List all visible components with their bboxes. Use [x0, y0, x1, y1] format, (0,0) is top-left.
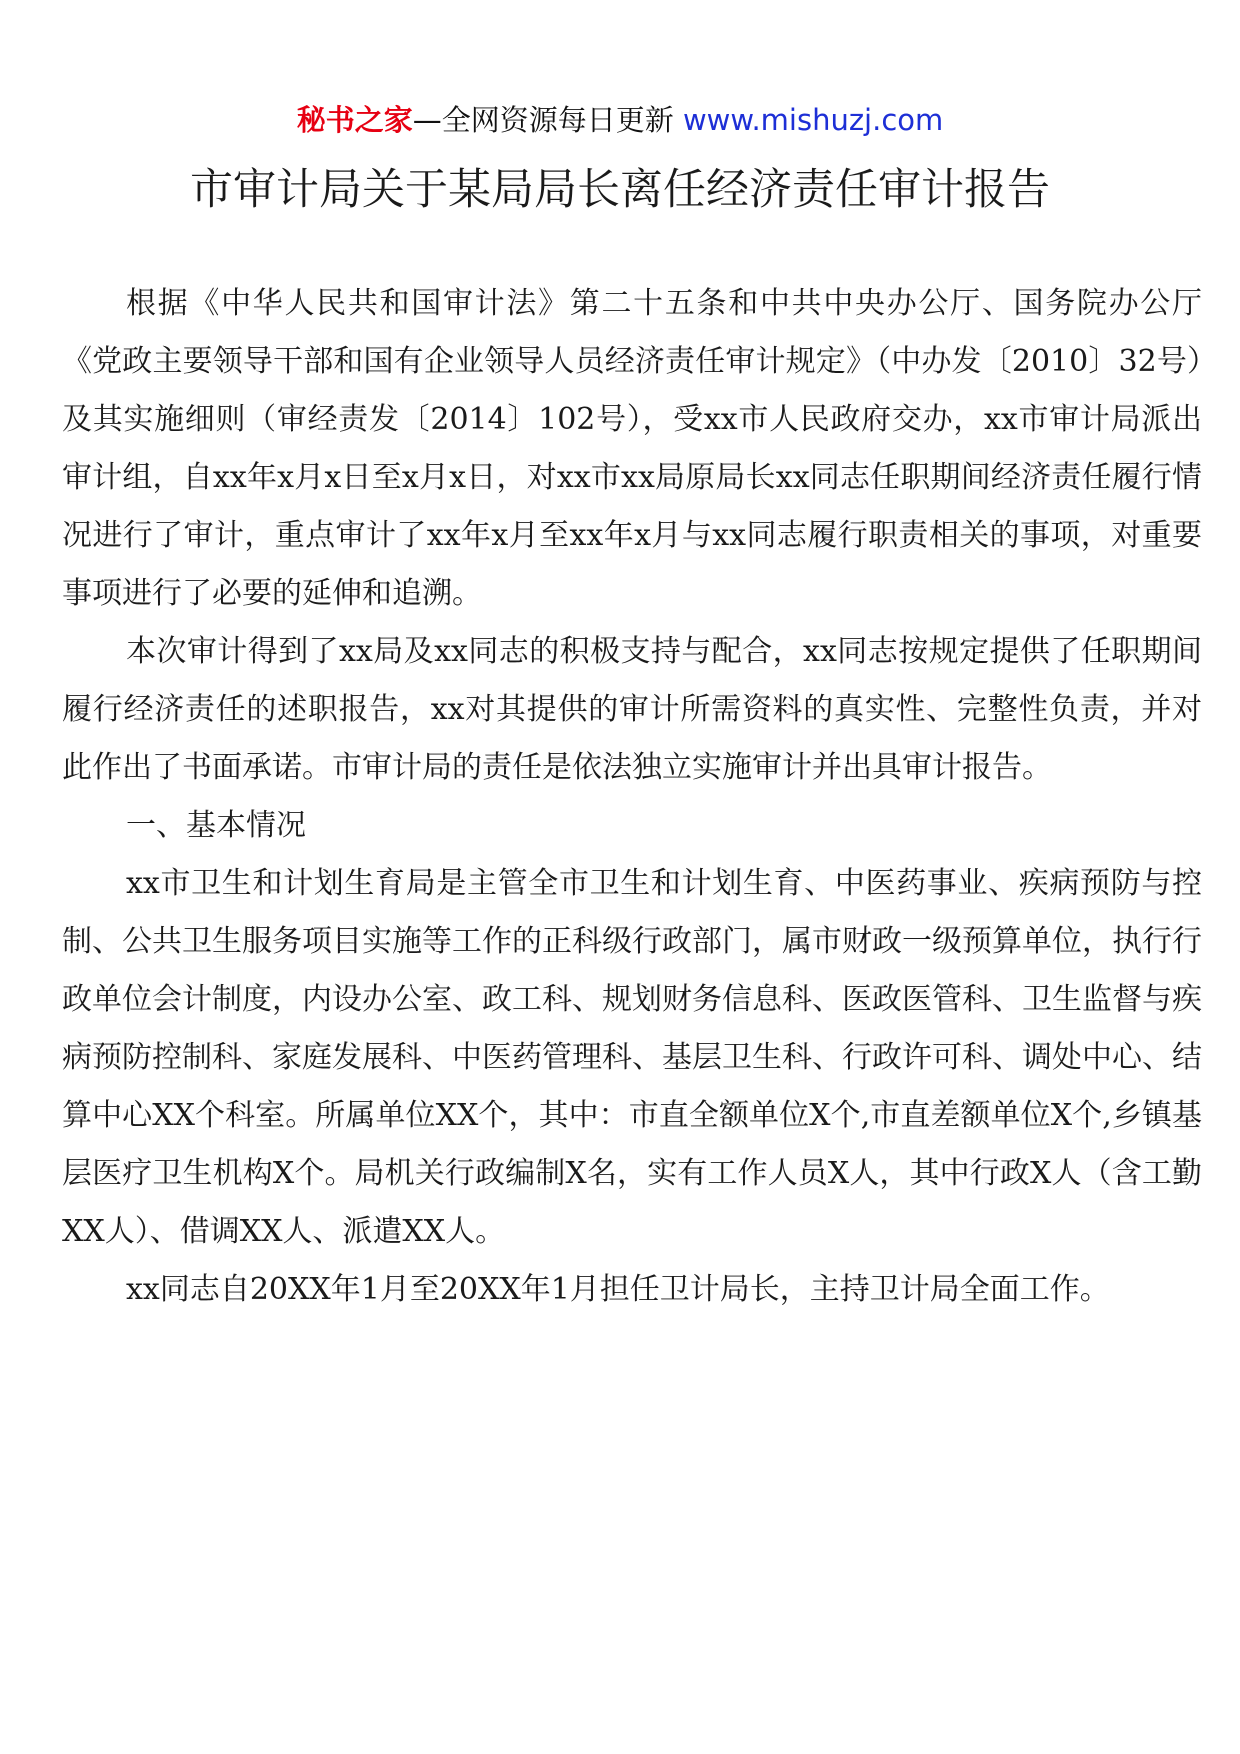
site-url-link[interactable]: www.mishuzj.com — [682, 103, 944, 137]
document-body — [62, 275, 1202, 1319]
brand-name: 秘书之家 — [296, 103, 413, 137]
paragraph-intro: 根据《中华人民共和国审计法》第二十五条和中共中央办公厅、国务院办公厅《党政主要领导干部和国有企业领导人员经济责任审计规定》（中办发〔2010〕32号）及其实施细则（审经责发〔2014〕102号），受xx市人民政府交办，xx市审计局派出审计组，自xx年x月x日至x月x日，对xx市xx局原局长xx同志任职期间经济责任履行情况进行了审计，重点审计了xx年x月至xx年x月与xx同志履行职责相关的事项，对重要事项进行了必要的延伸和追溯。 — [62, 286, 1202, 611]
section-heading-basic-info: 一、基本情况 — [126, 808, 306, 843]
site-header — [0, 100, 1240, 140]
paragraph-tenure: xx同志自20XX年1月至20XX年1月担任卫计局长，主持卫计局全面工作。 — [126, 1272, 1110, 1307]
document-title: 市审计局关于某局局长离任经济责任审计报告 — [190, 165, 1050, 215]
site-tagline: —全网资源每日更新 — [412, 103, 674, 137]
paragraph-cooperation: 本次审计得到了xx局及xx同志的积极支持与配合，xx同志按规定提供了任职期间履行经济责任的述职报告，xx对其提供的审计所需资料的真实性、完整性负责，并对此作出了书面承诺。市审计局的责任是依法独立实施审计并出具审计报告。 — [62, 634, 1202, 785]
paragraph-bureau-overview: xx市卫生和计划生育局是主管全市卫生和计划生育、中医药事业、疾病预防与控制、公共卫生服务项目实施等工作的正科级行政部门，属市财政一级预算单位，执行行政单位会计制度，内设办公室、政工科、规划财务信息科、医政医管科、卫生监督与疾病预防控制科、家庭发展科、中医药管理科、基层卫生科、行政许可科、调处中心、结算中心XX个科室。所属单位XX个，其中：市直全额单位X个,市直差额单位X个,乡镇基层医疗卫生机构X个。局机关行政编制X名，实有工作人员X人，其中行政X人（含工勤XX人）、借调XX人、派遣XX人。 — [62, 866, 1202, 1249]
